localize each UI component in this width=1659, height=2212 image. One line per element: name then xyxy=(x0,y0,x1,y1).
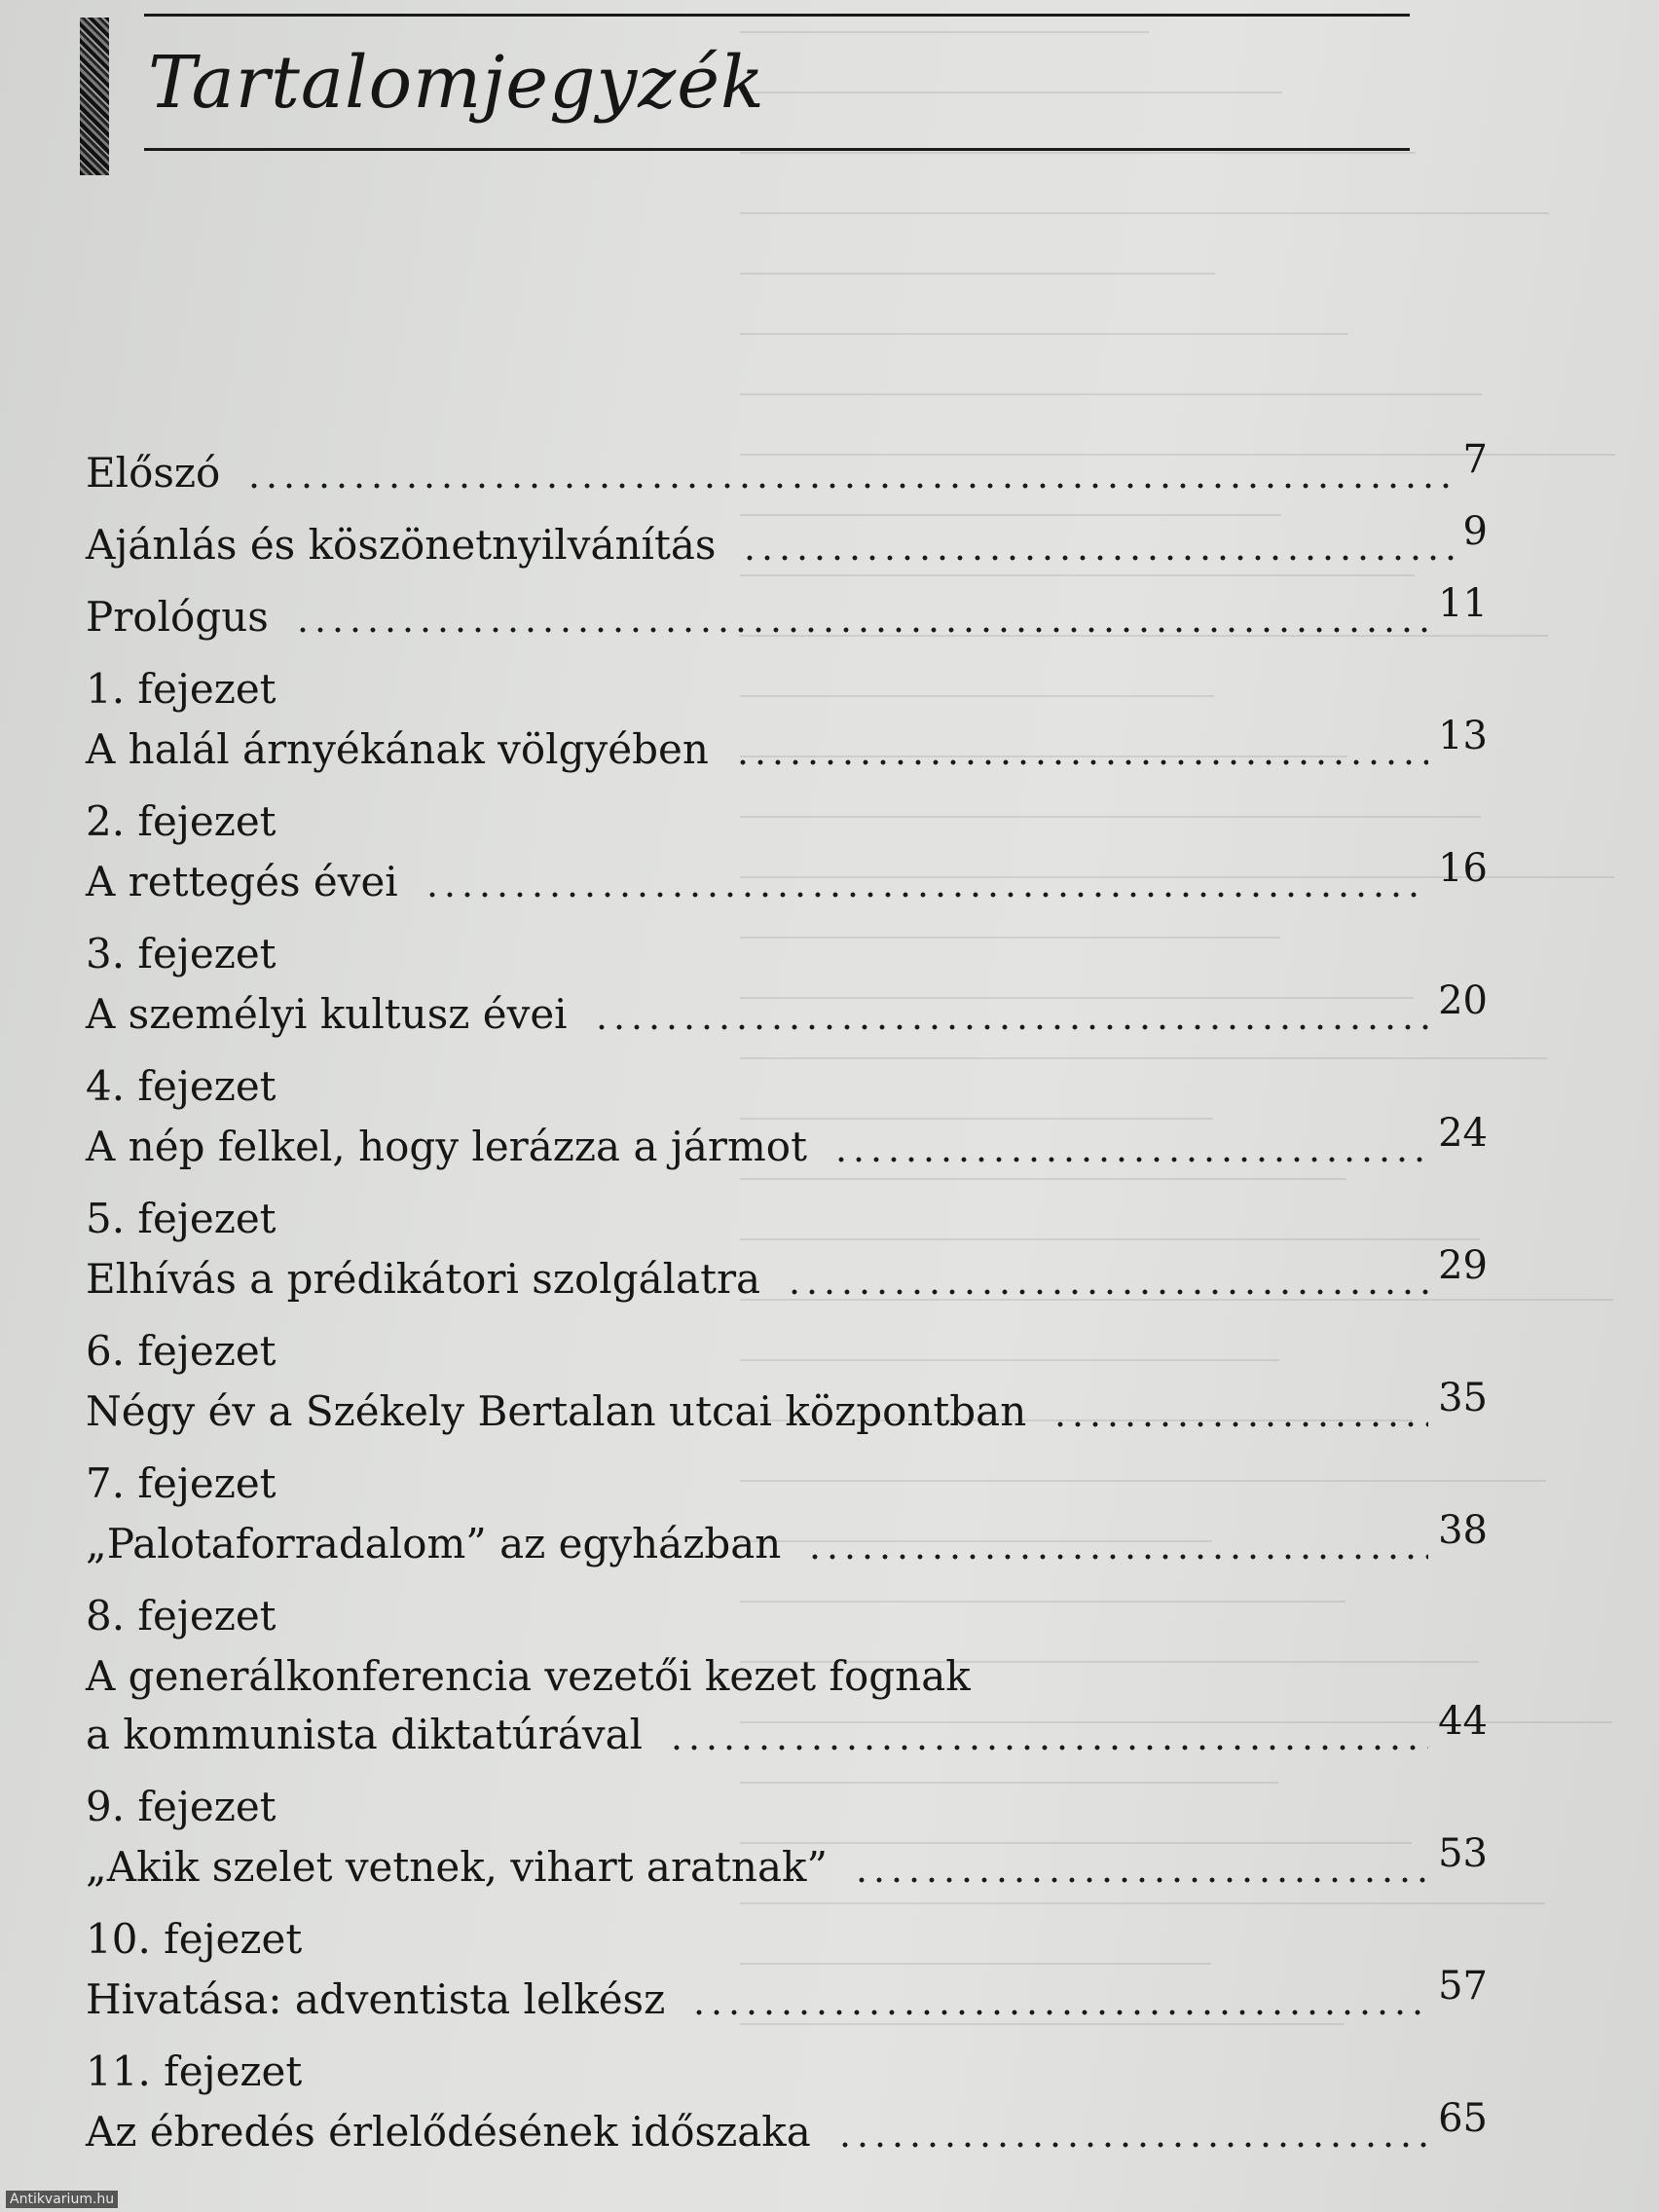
dot-leader xyxy=(836,2142,1428,2148)
entry-row xyxy=(86,978,1488,1040)
bleed-line xyxy=(740,201,1549,226)
entry-row xyxy=(86,1111,1488,1172)
page-number: 65 xyxy=(1438,2096,1488,2141)
watermark: Antikvarium.hu xyxy=(6,2191,118,2208)
page-number: 7 xyxy=(1462,437,1488,482)
entry-row xyxy=(86,1964,1488,2025)
bleed-line xyxy=(740,80,1282,105)
dot-leader xyxy=(294,627,1428,633)
entry-title: Ajánlás és köszönetnyilvánítás xyxy=(86,521,717,569)
entry-title: A személyi kultusz évei xyxy=(86,990,568,1038)
toc-entry xyxy=(86,1326,1488,1458)
page-number: 9 xyxy=(1462,509,1488,554)
page-number: 13 xyxy=(1438,714,1488,758)
dot-leader xyxy=(593,1024,1428,1030)
page-title: Tartalomjegyzék xyxy=(148,41,765,125)
top-rule xyxy=(144,14,1410,17)
dot-leader xyxy=(245,483,1454,489)
entry-title: Prológus xyxy=(86,593,269,641)
page-number: 35 xyxy=(1438,1376,1488,1420)
entry-title: „Akik szelet vetnek, vihart aratnak” xyxy=(86,1843,828,1891)
entry-row xyxy=(86,581,1488,643)
page-number: 24 xyxy=(1438,1111,1488,1156)
toc-entry xyxy=(86,1458,1488,1591)
chapter-number: 3. fejezet xyxy=(86,930,276,977)
bleed-line xyxy=(740,140,1416,166)
dot-leader xyxy=(424,892,1428,898)
dot-leader xyxy=(1051,1421,1428,1427)
entry-row xyxy=(86,1508,1488,1569)
entry-row xyxy=(86,1831,1488,1893)
toc-entry xyxy=(86,1591,1488,1782)
page-number: 29 xyxy=(1438,1243,1488,1288)
entry-title: Elhívás a prédikátori szolgálatra xyxy=(86,1255,761,1303)
bleed-line xyxy=(740,261,1215,286)
toc-entry xyxy=(86,509,1488,592)
entry-title: A nép felkel, hogy lerázza a jármot xyxy=(86,1123,807,1170)
entry-title-line: A generálkonferencia vezetői kezet fognak xyxy=(86,1652,971,1700)
dot-leader xyxy=(734,759,1428,765)
table-of-contents xyxy=(86,437,1488,2179)
entry-row xyxy=(86,1243,1488,1305)
entry-title: Négy év a Székely Bertalan utcai központban xyxy=(86,1387,1027,1435)
bleed-line xyxy=(740,382,1482,407)
chapter-number: 8. fejezet xyxy=(86,1592,276,1640)
chapter-number: 9. fejezet xyxy=(86,1783,276,1830)
entry-title: A rettegés évei xyxy=(86,858,398,905)
chapter-number: 6. fejezet xyxy=(86,1327,276,1375)
entry-title: Előszó xyxy=(86,449,221,497)
page-number: 16 xyxy=(1438,846,1488,891)
toc-entry xyxy=(86,796,1488,929)
chapter-number: 1. fejezet xyxy=(86,665,276,713)
page-number: 57 xyxy=(1438,1964,1488,2009)
entry-title: A halál árnyékának völgyében xyxy=(86,725,709,773)
dot-leader xyxy=(806,1554,1428,1560)
toc-entry xyxy=(86,664,1488,796)
dot-leader xyxy=(853,1877,1428,1883)
toc-entry xyxy=(86,1914,1488,2046)
entry-row xyxy=(86,509,1488,571)
chapter-number: 5. fejezet xyxy=(86,1195,276,1242)
page-number: 38 xyxy=(1438,1508,1488,1553)
chapter-number: 7. fejezet xyxy=(86,1459,276,1507)
dot-leader xyxy=(786,1289,1428,1295)
dot-leader xyxy=(832,1157,1428,1162)
page-number: 11 xyxy=(1438,581,1488,626)
ornament-bar xyxy=(80,18,109,175)
toc-entry xyxy=(86,1194,1488,1326)
dot-leader xyxy=(668,1745,1428,1751)
entry-title: a kommunista diktatúrával xyxy=(86,1711,644,1758)
toc-entry xyxy=(86,581,1488,664)
entry-title: Hivatása: adventista lelkész xyxy=(86,1975,666,2023)
entry-row xyxy=(86,2096,1488,2157)
page-number: 20 xyxy=(1438,978,1488,1023)
toc-entry xyxy=(86,929,1488,1061)
entry-row xyxy=(86,1699,1488,1760)
entry-title: Az ébredés érlelődésének időszaka xyxy=(86,2108,811,2156)
bleed-line xyxy=(740,19,1149,45)
chapter-number: 10. fejezet xyxy=(86,1915,303,1963)
toc-entry xyxy=(86,1061,1488,1194)
page-number: 53 xyxy=(1438,1831,1488,1876)
dot-leader xyxy=(690,2009,1428,2015)
title-rule xyxy=(144,148,1410,151)
entry-row xyxy=(86,714,1488,775)
entry-title: „Palotaforradalom” az egyházban xyxy=(86,1520,782,1567)
toc-entry xyxy=(86,2046,1488,2179)
toc-entry xyxy=(86,1782,1488,1914)
entry-row xyxy=(86,1376,1488,1437)
chapter-number: 11. fejezet xyxy=(86,2047,303,2095)
entry-row xyxy=(86,846,1488,907)
toc-entry xyxy=(86,437,1488,520)
chapter-number: 4. fejezet xyxy=(86,1062,276,1110)
entry-row xyxy=(86,437,1488,498)
chapter-number: 2. fejezet xyxy=(86,797,276,845)
page-number: 44 xyxy=(1438,1699,1488,1744)
bleed-line xyxy=(740,321,1348,347)
dot-leader xyxy=(741,555,1454,561)
